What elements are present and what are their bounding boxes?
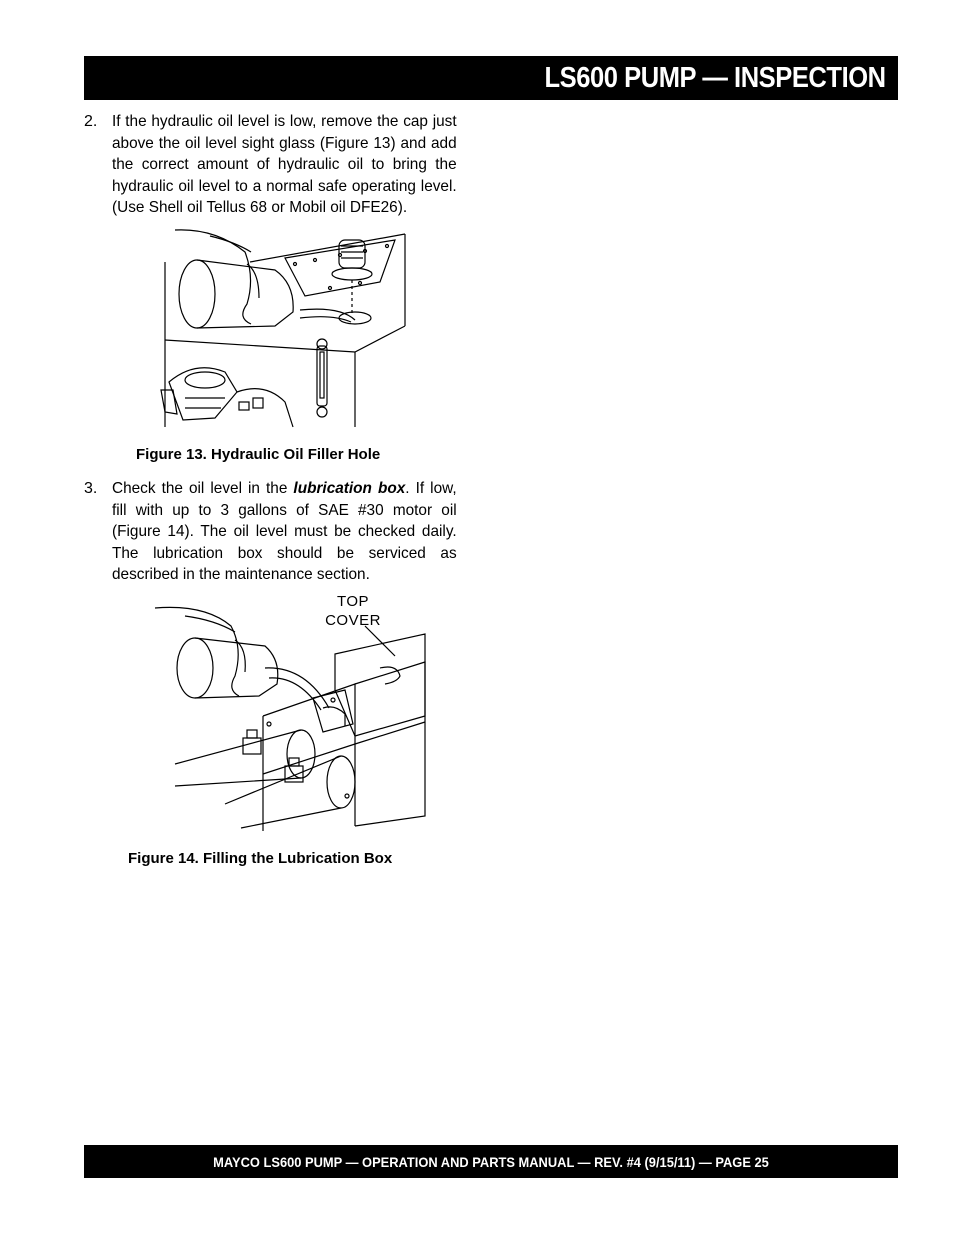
step-3 xyxy=(84,478,472,588)
footer-text: MAYCO LS600 PUMP — OPERATION AND PARTS MANUAL — REV. #4 (9/15/11) — PAGE 25 xyxy=(213,1154,769,1170)
step-emphasis: lubrication box xyxy=(293,480,406,497)
step-text-part: . If low, fill with up to 3 gallons of SAE #30 motor oil (Figure 14). The oil level must be checked daily. The lubrication box should be serviced as described in the maintenance section. xyxy=(112,480,457,583)
figure-14-illustration xyxy=(145,596,430,836)
figure-13-illustration xyxy=(155,222,410,432)
page-title: LS600 PUMP — INSPECTION xyxy=(544,62,886,94)
step-number: 3. xyxy=(84,480,98,497)
step-text: If the hydraulic oil level is low, remove the cap just above the oil level sight glass (Figure 13) and add the correct amount of hydraulic oil to bring the hydraulic oil level to a normal safe operating level. (Use Shell oil Tellus 68 or Mobil oil DFE26). xyxy=(112,113,457,216)
step-number: 2. xyxy=(84,113,98,130)
callout-line: COVER xyxy=(325,612,381,629)
step-text-part: Check the oil level in the xyxy=(112,480,294,497)
header-bar xyxy=(84,56,898,100)
step-text xyxy=(112,478,457,586)
top-cover-callout xyxy=(318,592,388,630)
figure-13-caption: Figure 13. Hydraulic Oil Filler Hole xyxy=(136,446,381,463)
step-2 xyxy=(84,111,472,221)
figure-14-caption: Figure 14. Filling the Lubrication Box xyxy=(128,850,393,867)
footer-bar xyxy=(84,1145,898,1178)
callout-line: TOP xyxy=(336,593,370,610)
